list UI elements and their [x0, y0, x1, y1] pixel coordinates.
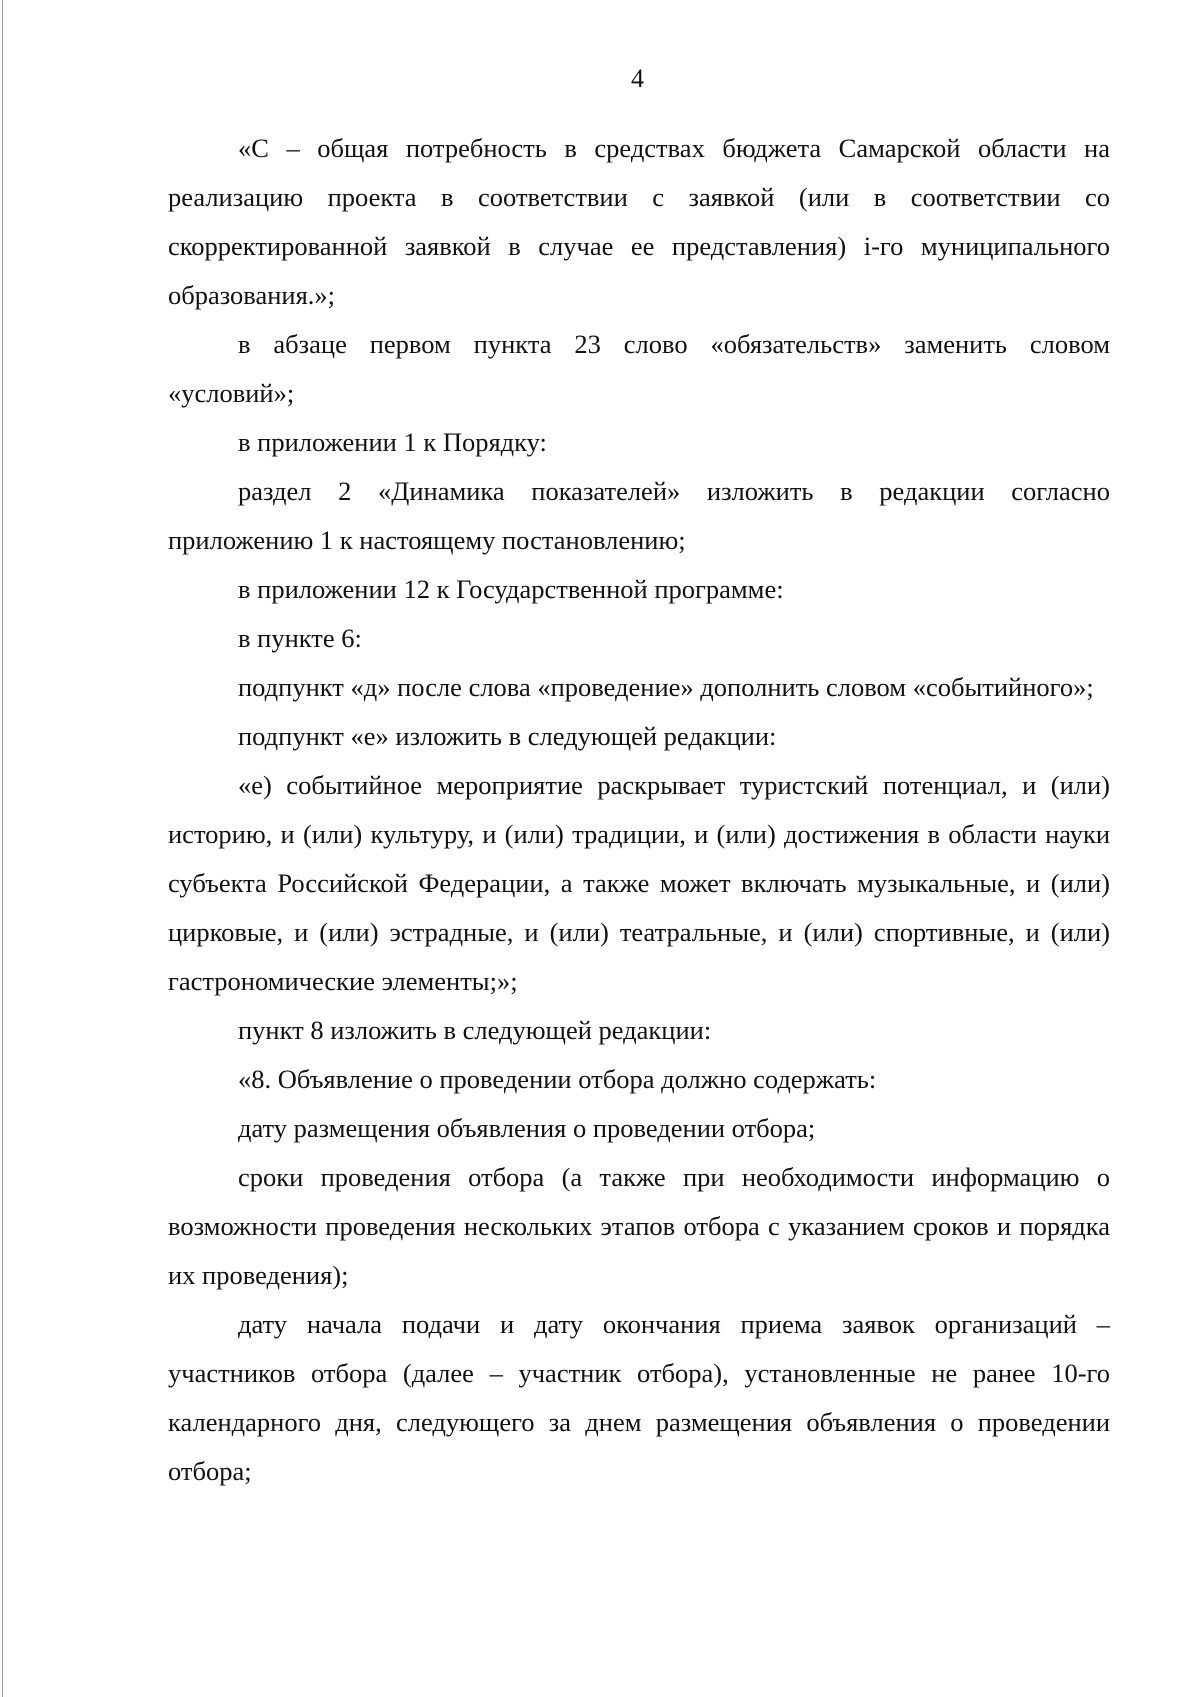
- paragraph-3: в приложении 1 к Порядку:: [238, 427, 547, 457]
- page-number: 4: [631, 64, 644, 93]
- paragraph-12: дату размещения объявления о проведении отбора;: [238, 1113, 816, 1143]
- document-body: [168, 124, 1110, 1496]
- paragraph-7: подпункт «д» после слова «проведение» дополнить словом «событийного»;: [238, 672, 1094, 702]
- paragraph-11: «8. Объявление о проведении отбора должно содержать:: [238, 1064, 877, 1094]
- paragraph-10: пункт 8 изложить в следующей редакции:: [238, 1015, 712, 1045]
- paragraph-5: в приложении 12 к Государственной программе:: [238, 574, 784, 604]
- paragraph-6: в пункте 6:: [238, 623, 362, 653]
- paragraph-8: подпункт «е» изложить в следующей редакции:: [238, 721, 777, 751]
- paragraph-2: в абзаце первом пункта 23 слово «обязательств» заменить словом «условий»;: [168, 329, 1110, 408]
- paragraph-14: дату начала подачи и дату окончания приема заявок организаций – участников отбора (далее – участник отбора), установленные не ранее 10-го календарного дня, следующего за днем размещения объявления о проведении отбора;: [168, 1309, 1110, 1486]
- paragraph-4: раздел 2 «Динамика показателей» изложить в редакции согласно приложению 1 к настоящему постановлению;: [168, 476, 1110, 555]
- paragraph-13: сроки проведения отбора (а также при необходимости информацию о возможности проведения нескольких этапов отбора с указанием сроков и порядка их проведения);: [168, 1162, 1110, 1290]
- paragraph-1: «С – общая потребность в средствах бюджета Самарской области на реализацию проекта в соответствии с заявкой (или в соответствии со скорректированной заявкой в случае ее представления) i-го муниципального образования.»;: [168, 133, 1110, 310]
- paragraph-9: «е) событийное мероприятие раскрывает туристский потенциал, и (или) историю, и (или) культуру, и (или) традиции, и (или) достижения в области науки субъекта Российской Федерации, а также может включать музыкальные, и (или) цирковые, и (или) эстрадные, и (или) театральные, и (или) спортивные, и (или) гастрономические элементы;»;: [168, 770, 1110, 996]
- scan-left-edge: [2, 0, 3, 1697]
